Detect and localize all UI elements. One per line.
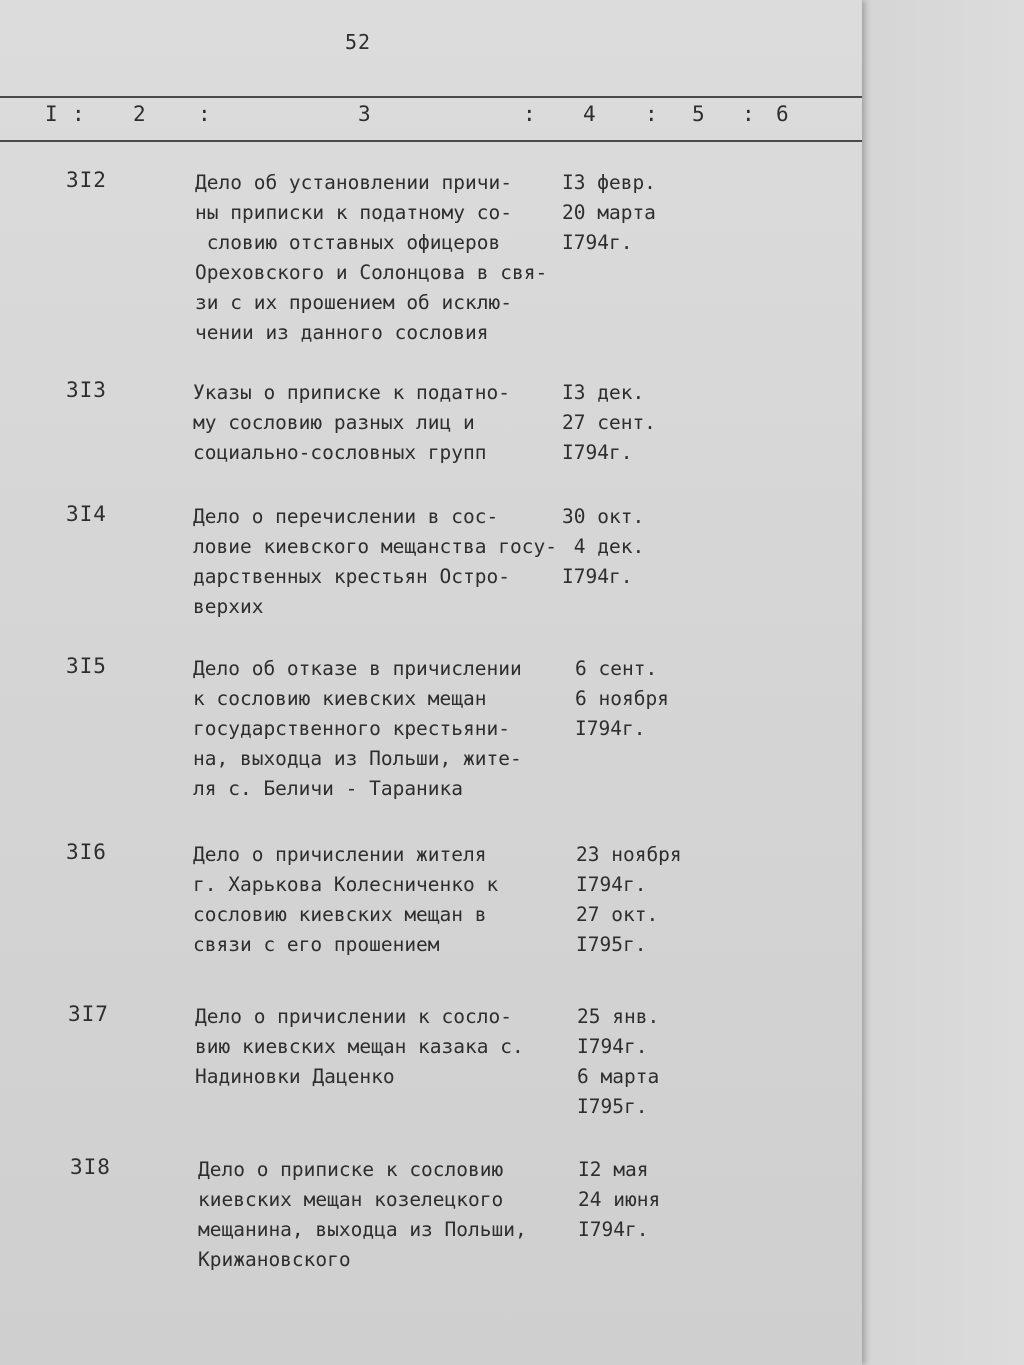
description-line: ля с. Беличи - Тараника	[193, 777, 464, 800]
entry-number: 3I4	[66, 502, 107, 526]
entry-number: 3I5	[66, 654, 107, 678]
date-line: 27 сент.	[562, 411, 656, 434]
description-line: Крижановского	[198, 1248, 351, 1271]
description-line: Дело о приписке к сословию	[198, 1158, 504, 1181]
date-line: 20 марта	[562, 201, 656, 224]
description-line: на, выходца из Польши, жите-	[193, 747, 522, 770]
description-line: Указы о приписке к податно-	[193, 381, 510, 404]
column-separator: :	[523, 102, 536, 126]
date-line: I3 февр.	[562, 171, 656, 194]
description-line: Дело о причислении жителя	[193, 843, 487, 866]
entry-number: 3I3	[66, 378, 107, 402]
header-rule-bottom	[0, 140, 862, 142]
entry-description	[193, 840, 498, 960]
description-line: дарственных крестьян Остро-	[193, 565, 510, 588]
date-line: I794г.	[577, 1035, 648, 1058]
date-line: 6 сент.	[575, 657, 658, 680]
header-rule-top	[0, 96, 862, 98]
date-line: 23 ноября	[576, 843, 682, 866]
entry-description	[193, 502, 557, 622]
entry-number: 3I2	[66, 168, 107, 192]
description-line: зи с их прошением об исклю-	[195, 291, 512, 314]
description-line: к сословию киевских мещан	[193, 687, 487, 710]
entry-dates	[562, 502, 644, 592]
description-line: Дело о причислении к сосло-	[195, 1005, 512, 1028]
date-line: I795г.	[576, 933, 647, 956]
column-separator: :	[645, 102, 658, 126]
column-header-3: 3	[358, 102, 371, 126]
date-line: 30 окт.	[562, 505, 645, 528]
description-line: вию киевских мещан казака с.	[195, 1035, 524, 1058]
column-header-2: 2	[133, 102, 146, 126]
description-line: Дело об отказе в причислении	[193, 657, 522, 680]
date-line: 6 марта	[577, 1065, 660, 1088]
entry-dates	[575, 654, 669, 744]
date-line: 24 июня	[578, 1188, 661, 1211]
date-line: I3 дек.	[562, 381, 645, 404]
entry-dates	[562, 378, 656, 468]
date-line: 25 янв.	[577, 1005, 660, 1028]
description-line: Надиновки Даценко	[195, 1065, 395, 1088]
page-number: 52	[345, 30, 372, 54]
description-line: словию отставных офицеров	[195, 231, 501, 254]
description-line: му сословию разных лиц и	[193, 411, 475, 434]
description-line: верхих	[193, 595, 264, 618]
column-separator: :	[198, 102, 211, 126]
entry-dates	[562, 168, 656, 258]
entry-description	[195, 1002, 524, 1092]
column-separator: :	[742, 102, 755, 126]
date-line: 27 окт.	[576, 903, 659, 926]
date-line: I794г.	[562, 565, 633, 588]
date-line: I2 мая	[578, 1158, 649, 1181]
column-header-1: I	[45, 102, 58, 126]
description-line: Дело об установлении причи-	[195, 171, 512, 194]
entry-description	[193, 378, 510, 468]
entry-dates	[576, 840, 682, 960]
entry-description	[198, 1155, 527, 1275]
column-separator: :	[72, 102, 85, 126]
description-line: государственного крестьяни-	[193, 717, 510, 740]
description-line: сословию киевских мещан в	[193, 903, 487, 926]
entry-description	[193, 654, 522, 804]
description-line: г. Харькова Колесниченко к	[193, 873, 499, 896]
date-line: I794г.	[578, 1218, 649, 1241]
entry-dates	[578, 1155, 660, 1245]
date-line: 4 дек.	[562, 535, 645, 558]
description-line: Ореховского и Солонцова в свя-	[195, 261, 548, 284]
entry-number: 3I6	[66, 840, 107, 864]
column-header-6: 6	[776, 102, 789, 126]
date-line: I794г.	[576, 873, 647, 896]
date-line: I794г.	[562, 231, 633, 254]
date-line: I795г.	[577, 1095, 648, 1118]
description-line: социально-сословных групп	[193, 441, 487, 464]
description-line: Дело о перечислении в сос-	[193, 505, 499, 528]
description-line: мещанина, выходца из Польши,	[198, 1218, 527, 1241]
description-line: ловие киевского мещанства госу-	[193, 535, 557, 558]
date-line: 6 ноября	[575, 687, 669, 710]
description-line: киевских мещан козелецкого	[198, 1188, 504, 1211]
entry-description	[195, 168, 547, 348]
description-line: ны приписки к податному со-	[195, 201, 512, 224]
column-header-5: 5	[692, 102, 705, 126]
entry-number: 3I8	[70, 1155, 111, 1179]
description-line: связи с его прошением	[193, 933, 440, 956]
column-header-4: 4	[583, 102, 596, 126]
date-line: I794г.	[575, 717, 646, 740]
entry-dates	[577, 1002, 659, 1122]
description-line: чении из данного сословия	[195, 321, 489, 344]
entry-number: 3I7	[68, 1002, 109, 1026]
date-line: I794г.	[562, 441, 633, 464]
